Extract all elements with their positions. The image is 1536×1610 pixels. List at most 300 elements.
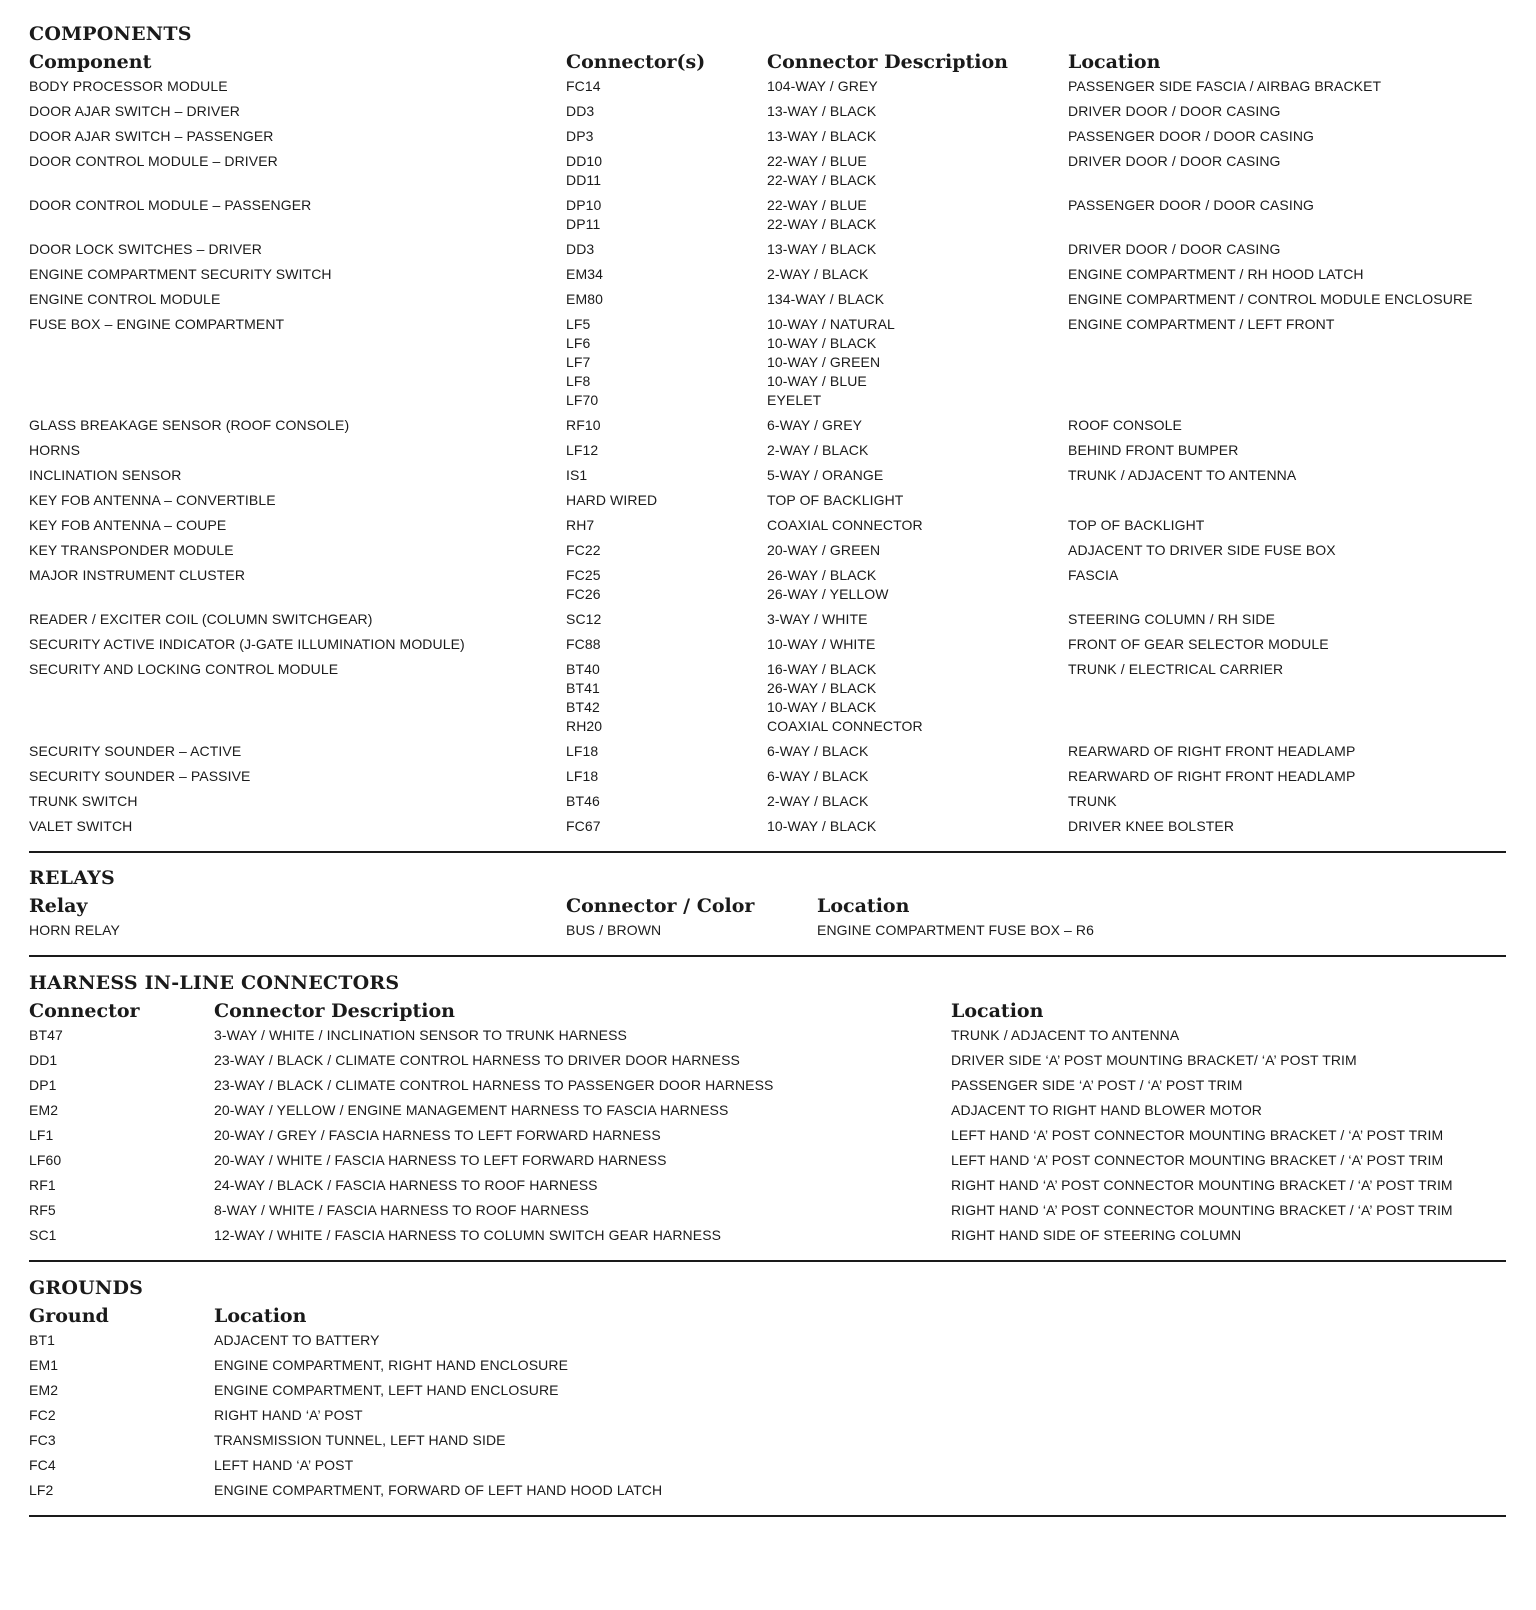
connector-cell-line: FC22 bbox=[566, 542, 601, 558]
connector-color-cell bbox=[566, 921, 817, 946]
component-name-cell-line: GLASS BREAKAGE SENSOR (ROOF CONSOLE) bbox=[29, 417, 350, 433]
component-name-cell-line: FUSE BOX – ENGINE COMPARTMENT bbox=[29, 316, 285, 332]
location-cell bbox=[1068, 196, 1506, 240]
connector-cell-line: LF5 bbox=[566, 316, 591, 332]
location-cell bbox=[1068, 660, 1506, 742]
components-table bbox=[29, 47, 1506, 842]
location-cell bbox=[951, 1126, 1506, 1151]
connector-cell-line: BT41 bbox=[566, 680, 600, 696]
connector-cell-line: DD3 bbox=[566, 103, 595, 119]
ground-cell bbox=[29, 1456, 214, 1481]
connector-description-cell bbox=[214, 1101, 951, 1126]
location-cell bbox=[1068, 516, 1506, 541]
table-row bbox=[29, 1431, 1506, 1456]
connector-cell-line: LF1 bbox=[29, 1127, 54, 1143]
connector-description-cell-line: 23-WAY / BLACK / CLIMATE CONTROL HARNESS TO DRIVER DOOR HARNESS bbox=[214, 1052, 740, 1068]
connector-description-cell bbox=[214, 1151, 951, 1176]
grounds-body bbox=[29, 1331, 1506, 1506]
component-name-cell bbox=[29, 102, 566, 127]
component-name-cell bbox=[29, 441, 566, 466]
component-name-cell-line: TRUNK SWITCH bbox=[29, 793, 138, 809]
connector-cell-line: LF60 bbox=[29, 1152, 62, 1168]
relays-header-row bbox=[29, 891, 1506, 921]
header-connectors: Connector(s) bbox=[566, 51, 706, 73]
connector-description-cell-line: 13-WAY / BLACK bbox=[767, 128, 877, 144]
table-row bbox=[29, 466, 1506, 491]
component-name-cell-line: SECURITY ACTIVE INDICATOR (J-GATE ILLUMINATION MODULE) bbox=[29, 636, 465, 652]
connector-description-cell bbox=[214, 1026, 951, 1051]
connector-description-cell-line: 10-WAY / WHITE bbox=[767, 636, 876, 652]
location-cell-line: RIGHT HAND SIDE OF STEERING COLUMN bbox=[951, 1227, 1242, 1243]
component-name-cell-line: DOOR CONTROL MODULE – PASSENGER bbox=[29, 197, 312, 213]
location-cell-line: ENGINE COMPARTMENT / CONTROL MODULE ENCLOSURE bbox=[1068, 291, 1473, 307]
component-name-cell bbox=[29, 516, 566, 541]
component-name-cell bbox=[29, 265, 566, 290]
connector-description-cell-line: 3-WAY / WHITE bbox=[767, 611, 868, 627]
component-name-cell bbox=[29, 635, 566, 660]
location-cell-line: FRONT OF GEAR SELECTOR MODULE bbox=[1068, 636, 1329, 652]
location-cell-line: REARWARD OF RIGHT FRONT HEADLAMP bbox=[1068, 743, 1356, 759]
table-row bbox=[29, 1176, 1506, 1201]
component-name-cell-line: DOOR AJAR SWITCH – PASSENGER bbox=[29, 128, 274, 144]
relay-name-cell-line: HORN RELAY bbox=[29, 922, 120, 938]
connector-cell-line: SC12 bbox=[566, 611, 602, 627]
ground-cell bbox=[29, 1356, 214, 1381]
connector-cell bbox=[29, 1201, 214, 1226]
component-name-cell bbox=[29, 566, 566, 610]
location-cell-line: LEFT HAND ‘A’ POST CONNECTOR MOUNTING BRACKET / ‘A’ POST TRIM bbox=[951, 1152, 1444, 1168]
connector-cell-line: RH20 bbox=[566, 718, 603, 734]
table-row bbox=[29, 610, 1506, 635]
location-cell bbox=[214, 1331, 1506, 1356]
connector-description-cell bbox=[214, 1126, 951, 1151]
connector-description-cell bbox=[767, 491, 1068, 516]
connector-color-cell-line: BUS / BROWN bbox=[566, 922, 662, 938]
location-cell bbox=[1068, 77, 1506, 102]
location-cell bbox=[951, 1151, 1506, 1176]
location-cell-line: ENGINE COMPARTMENT, RIGHT HAND ENCLOSURE bbox=[214, 1357, 569, 1373]
ground-cell-line: FC4 bbox=[29, 1457, 56, 1473]
component-name-cell bbox=[29, 767, 566, 792]
component-name-cell bbox=[29, 491, 566, 516]
connector-cell bbox=[566, 290, 767, 315]
table-row bbox=[29, 1051, 1506, 1076]
connector-description-cell bbox=[767, 566, 1068, 610]
connector-description-cell-line: COAXIAL CONNECTOR bbox=[767, 517, 923, 533]
header-ground: Ground bbox=[29, 1305, 109, 1327]
connector-description-cell bbox=[214, 1226, 951, 1251]
connector-cell bbox=[566, 491, 767, 516]
connector-cell-line: IS1 bbox=[566, 467, 588, 483]
connector-cell-line: LF18 bbox=[566, 743, 599, 759]
location-cell-line: TRUNK / ELECTRICAL CARRIER bbox=[1068, 661, 1284, 677]
grounds-header-row bbox=[29, 1301, 1506, 1331]
location-cell-line: TRUNK / ADJACENT TO ANTENNA bbox=[951, 1027, 1180, 1043]
table-row bbox=[29, 127, 1506, 152]
location-cell bbox=[1068, 635, 1506, 660]
location-cell-line: DRIVER DOOR / DOOR CASING bbox=[1068, 241, 1281, 257]
connector-cell-line: LF6 bbox=[566, 335, 591, 351]
table-row bbox=[29, 441, 1506, 466]
connector-description-cell-line: 20-WAY / GREEN bbox=[767, 542, 881, 558]
connector-description-cell bbox=[767, 127, 1068, 152]
connector-cell-line: SC1 bbox=[29, 1227, 57, 1243]
connector-cell bbox=[566, 416, 767, 441]
component-name-cell bbox=[29, 416, 566, 441]
table-row bbox=[29, 1126, 1506, 1151]
components-header-row bbox=[29, 47, 1506, 77]
connector-cell-line: RH7 bbox=[566, 517, 595, 533]
connector-description-cell-line: 5-WAY / ORANGE bbox=[767, 467, 884, 483]
location-cell bbox=[1068, 441, 1506, 466]
table-row bbox=[29, 1076, 1506, 1101]
connector-description-cell-line: 6-WAY / BLACK bbox=[767, 743, 869, 759]
component-name-cell bbox=[29, 660, 566, 742]
location-cell bbox=[1068, 742, 1506, 767]
location-cell-line: ENGINE COMPARTMENT / LEFT FRONT bbox=[1068, 316, 1335, 332]
location-cell bbox=[1068, 127, 1506, 152]
harness-section bbox=[29, 971, 1506, 1251]
component-name-cell-line: BODY PROCESSOR MODULE bbox=[29, 78, 228, 94]
location-cell bbox=[1068, 817, 1506, 842]
grounds-table bbox=[29, 1301, 1506, 1506]
connector-description-cell-line: EYELET bbox=[767, 392, 822, 408]
table-row bbox=[29, 102, 1506, 127]
connector-cell bbox=[566, 660, 767, 742]
connector-description-cell bbox=[767, 767, 1068, 792]
location-cell bbox=[214, 1356, 1506, 1381]
component-name-cell bbox=[29, 290, 566, 315]
connector-description-cell bbox=[767, 792, 1068, 817]
connector-description-cell-line: 20-WAY / WHITE / FASCIA HARNESS TO LEFT FORWARD HARNESS bbox=[214, 1152, 667, 1168]
table-row bbox=[29, 1201, 1506, 1226]
connector-description-cell-line: 10-WAY / GREEN bbox=[767, 354, 881, 370]
connector-description-cell bbox=[767, 265, 1068, 290]
component-name-cell-line: KEY FOB ANTENNA – CONVERTIBLE bbox=[29, 492, 276, 508]
connector-description-cell-line: 13-WAY / BLACK bbox=[767, 241, 877, 257]
location-cell bbox=[1068, 240, 1506, 265]
table-row bbox=[29, 1481, 1506, 1506]
connector-cell bbox=[29, 1151, 214, 1176]
connector-cell bbox=[566, 102, 767, 127]
connector-cell-line: FC25 bbox=[566, 567, 601, 583]
location-cell bbox=[1068, 792, 1506, 817]
table-row bbox=[29, 240, 1506, 265]
connector-cell bbox=[29, 1226, 214, 1251]
table-row bbox=[29, 792, 1506, 817]
table-row bbox=[29, 541, 1506, 566]
connector-cell bbox=[566, 441, 767, 466]
ground-cell-line: FC2 bbox=[29, 1407, 56, 1423]
location-cell-line: TRUNK bbox=[1068, 793, 1117, 809]
component-name-cell bbox=[29, 610, 566, 635]
connector-description-cell-line: 10-WAY / BLACK bbox=[767, 335, 877, 351]
location-cell bbox=[1068, 466, 1506, 491]
location-cell bbox=[951, 1226, 1506, 1251]
location-cell-line: PASSENGER SIDE ‘A’ POST / ‘A’ POST TRIM bbox=[951, 1077, 1243, 1093]
location-cell bbox=[214, 1431, 1506, 1456]
connector-description-cell bbox=[214, 1051, 951, 1076]
connector-description-cell bbox=[767, 196, 1068, 240]
connector-description-cell bbox=[767, 742, 1068, 767]
location-cell-line: ADJACENT TO DRIVER SIDE FUSE BOX bbox=[1068, 542, 1336, 558]
connector-cell bbox=[566, 127, 767, 152]
connector-description-cell-line: 2-WAY / BLACK bbox=[767, 793, 869, 809]
table-row bbox=[29, 1101, 1506, 1126]
relays-table bbox=[29, 891, 1506, 946]
location-cell-line: LEFT HAND ‘A’ POST CONNECTOR MOUNTING BRACKET / ‘A’ POST TRIM bbox=[951, 1127, 1444, 1143]
location-cell-line: ENGINE COMPARTMENT, FORWARD OF LEFT HAND HOOD LATCH bbox=[214, 1482, 663, 1498]
component-name-cell-line: DOOR CONTROL MODULE – DRIVER bbox=[29, 153, 278, 169]
connector-description-cell bbox=[767, 541, 1068, 566]
section-divider bbox=[29, 955, 1506, 957]
connector-cell-line: DD1 bbox=[29, 1052, 58, 1068]
ground-cell bbox=[29, 1481, 214, 1506]
ground-cell bbox=[29, 1406, 214, 1431]
location-cell-line: DRIVER SIDE ‘A’ POST MOUNTING BRACKET/ ‘A’ POST TRIM bbox=[951, 1052, 1357, 1068]
components-section bbox=[29, 22, 1506, 842]
harness-table bbox=[29, 996, 1506, 1251]
connector-cell-line: DP1 bbox=[29, 1077, 57, 1093]
connector-cell bbox=[566, 77, 767, 102]
connector-description-cell bbox=[767, 660, 1068, 742]
location-cell bbox=[1068, 290, 1506, 315]
connector-description-cell bbox=[767, 77, 1068, 102]
section-divider bbox=[29, 851, 1506, 853]
connector-cell bbox=[566, 466, 767, 491]
connector-cell-line: LF12 bbox=[566, 442, 599, 458]
components-body bbox=[29, 77, 1506, 842]
table-row bbox=[29, 1456, 1506, 1481]
location-cell bbox=[951, 1051, 1506, 1076]
location-cell bbox=[214, 1481, 1506, 1506]
header-location: Location bbox=[1068, 51, 1161, 73]
location-cell bbox=[1068, 541, 1506, 566]
connector-description-cell-line: 20-WAY / YELLOW / ENGINE MANAGEMENT HARNESS TO FASCIA HARNESS bbox=[214, 1102, 729, 1118]
component-name-cell-line: VALET SWITCH bbox=[29, 818, 133, 834]
table-row bbox=[29, 742, 1506, 767]
table-row bbox=[29, 1151, 1506, 1176]
connector-description-cell-line: 26-WAY / BLACK bbox=[767, 567, 877, 583]
location-cell bbox=[951, 1101, 1506, 1126]
header-relay-location: Location bbox=[817, 895, 910, 917]
location-cell-line: TRANSMISSION TUNNEL, LEFT HAND SIDE bbox=[214, 1432, 506, 1448]
location-cell bbox=[1068, 315, 1506, 416]
component-name-cell bbox=[29, 466, 566, 491]
component-name-cell-line: DOOR AJAR SWITCH – DRIVER bbox=[29, 103, 240, 119]
connector-cell bbox=[566, 767, 767, 792]
table-row bbox=[29, 1331, 1506, 1356]
connector-cell bbox=[29, 1101, 214, 1126]
connector-cell bbox=[566, 792, 767, 817]
connector-description-cell-line: 22-WAY / BLACK bbox=[767, 172, 877, 188]
component-name-cell bbox=[29, 127, 566, 152]
component-name-cell-line: INCLINATION SENSOR bbox=[29, 467, 182, 483]
connector-cell bbox=[29, 1176, 214, 1201]
table-row bbox=[29, 635, 1506, 660]
section-divider bbox=[29, 1515, 1506, 1517]
relays-body bbox=[29, 921, 1506, 946]
component-name-cell-line: SECURITY SOUNDER – PASSIVE bbox=[29, 768, 251, 784]
connector-cell bbox=[566, 315, 767, 416]
table-row bbox=[29, 1026, 1506, 1051]
header-harness-description: Connector Description bbox=[214, 1000, 455, 1022]
connector-cell-line: FC14 bbox=[566, 78, 601, 94]
location-cell bbox=[214, 1381, 1506, 1406]
location-cell-line: PASSENGER DOOR / DOOR CASING bbox=[1068, 128, 1315, 144]
ground-cell-line: BT1 bbox=[29, 1332, 55, 1348]
connector-cell bbox=[566, 196, 767, 240]
connector-cell-line: RF1 bbox=[29, 1177, 56, 1193]
component-name-cell bbox=[29, 742, 566, 767]
connector-description-cell-line: 20-WAY / GREY / FASCIA HARNESS TO LEFT FORWARD HARNESS bbox=[214, 1127, 661, 1143]
connector-description-cell-line: 3-WAY / WHITE / INCLINATION SENSOR TO TRUNK HARNESS bbox=[214, 1027, 627, 1043]
section-divider bbox=[29, 1260, 1506, 1262]
connector-description-cell-line: 23-WAY / BLACK / CLIMATE CONTROL HARNESS TO PASSENGER DOOR HARNESS bbox=[214, 1077, 774, 1093]
component-name-cell-line: ENGINE CONTROL MODULE bbox=[29, 291, 221, 307]
table-row bbox=[29, 921, 1506, 946]
location-cell-line: PASSENGER SIDE FASCIA / AIRBAG BRACKET bbox=[1068, 78, 1382, 94]
connector-cell bbox=[566, 566, 767, 610]
ground-cell-line: EM2 bbox=[29, 1382, 59, 1398]
table-row bbox=[29, 491, 1506, 516]
connector-description-cell bbox=[767, 635, 1068, 660]
connector-description-cell bbox=[767, 817, 1068, 842]
connector-description-cell-line: 2-WAY / BLACK bbox=[767, 266, 869, 282]
table-row bbox=[29, 516, 1506, 541]
ground-cell-line: LF2 bbox=[29, 1482, 54, 1498]
component-name-cell-line: READER / EXCITER COIL (COLUMN SWITCHGEAR) bbox=[29, 611, 373, 627]
table-row bbox=[29, 77, 1506, 102]
connector-description-cell-line: 10-WAY / NATURAL bbox=[767, 316, 895, 332]
location-cell bbox=[1068, 102, 1506, 127]
location-cell-line: PASSENGER DOOR / DOOR CASING bbox=[1068, 197, 1315, 213]
table-row bbox=[29, 1406, 1506, 1431]
connector-description-cell-line: 10-WAY / BLUE bbox=[767, 373, 867, 389]
component-name-cell-line: SECURITY SOUNDER – ACTIVE bbox=[29, 743, 242, 759]
table-row bbox=[29, 817, 1506, 842]
ground-cell bbox=[29, 1331, 214, 1356]
connector-cell bbox=[566, 635, 767, 660]
connector-cell-line: FC88 bbox=[566, 636, 601, 652]
ground-cell-line: EM1 bbox=[29, 1357, 59, 1373]
connector-description-cell-line: 24-WAY / BLACK / FASCIA HARNESS TO ROOF HARNESS bbox=[214, 1177, 598, 1193]
header-connector-color: Connector / Color bbox=[566, 895, 755, 917]
connector-cell-line: EM2 bbox=[29, 1102, 59, 1118]
connector-cell-line: LF8 bbox=[566, 373, 591, 389]
location-cell-line bbox=[1068, 491, 1506, 510]
harness-body bbox=[29, 1026, 1506, 1251]
connector-cell-line: LF7 bbox=[566, 354, 591, 370]
component-name-cell-line: KEY TRANSPONDER MODULE bbox=[29, 542, 234, 558]
connector-description-cell-line: 6-WAY / GREY bbox=[767, 417, 863, 433]
location-cell bbox=[214, 1406, 1506, 1431]
table-row bbox=[29, 290, 1506, 315]
table-row bbox=[29, 315, 1506, 416]
grounds-title: GROUNDS bbox=[29, 1277, 144, 1299]
ground-cell bbox=[29, 1431, 214, 1456]
component-name-cell-line: MAJOR INSTRUMENT CLUSTER bbox=[29, 567, 246, 583]
connector-description-cell bbox=[767, 290, 1068, 315]
document-page bbox=[29, 22, 1506, 1517]
component-name-cell bbox=[29, 541, 566, 566]
connector-cell-line: DP11 bbox=[566, 216, 601, 232]
connector-description-cell bbox=[767, 102, 1068, 127]
connector-cell-line: LF18 bbox=[566, 768, 599, 784]
location-cell-line: LEFT HAND ‘A’ POST bbox=[214, 1457, 354, 1473]
table-row bbox=[29, 1356, 1506, 1381]
location-cell bbox=[1068, 566, 1506, 610]
harness-header-row bbox=[29, 996, 1506, 1026]
connector-description-cell-line: 2-WAY / BLACK bbox=[767, 442, 869, 458]
connector-cell-line: EM34 bbox=[566, 266, 603, 282]
connector-cell-line: BT46 bbox=[566, 793, 600, 809]
ground-cell bbox=[29, 1381, 214, 1406]
header-component: Component bbox=[29, 51, 152, 73]
location-cell-line: TRUNK / ADJACENT TO ANTENNA bbox=[1068, 467, 1297, 483]
connector-description-cell-line: 6-WAY / BLACK bbox=[767, 768, 869, 784]
header-connector: Connector bbox=[29, 1000, 140, 1022]
connector-description-cell bbox=[767, 441, 1068, 466]
location-cell-line: REARWARD OF RIGHT FRONT HEADLAMP bbox=[1068, 768, 1356, 784]
connector-description-cell bbox=[767, 466, 1068, 491]
connector-description-cell bbox=[767, 152, 1068, 196]
header-harness-location: Location bbox=[951, 1000, 1044, 1022]
connector-cell bbox=[566, 265, 767, 290]
table-row bbox=[29, 196, 1506, 240]
connector-description-cell bbox=[214, 1201, 951, 1226]
table-row bbox=[29, 566, 1506, 610]
table-row bbox=[29, 767, 1506, 792]
connector-cell-line: BT42 bbox=[566, 699, 600, 715]
component-name-cell-line: DOOR LOCK SWITCHES – DRIVER bbox=[29, 241, 262, 257]
connector-cell-line: EM80 bbox=[566, 291, 603, 307]
location-cell-line: ROOF CONSOLE bbox=[1068, 417, 1182, 433]
connector-description-cell bbox=[767, 516, 1068, 541]
connector-cell-line: FC67 bbox=[566, 818, 601, 834]
table-row bbox=[29, 1226, 1506, 1251]
connector-description-cell bbox=[767, 315, 1068, 416]
connector-cell-line: BT40 bbox=[566, 661, 600, 677]
connector-description-cell-line: 22-WAY / BLUE bbox=[767, 153, 867, 169]
connector-description-cell-line: 22-WAY / BLACK bbox=[767, 216, 877, 232]
component-name-cell-line: ENGINE COMPARTMENT SECURITY SWITCH bbox=[29, 266, 332, 282]
connector-cell bbox=[566, 742, 767, 767]
connector-description-cell-line: 16-WAY / BLACK bbox=[767, 661, 877, 677]
table-row bbox=[29, 152, 1506, 196]
location-cell-line: RIGHT HAND ‘A’ POST CONNECTOR MOUNTING BRACKET / ‘A’ POST TRIM bbox=[951, 1177, 1453, 1193]
location-cell bbox=[951, 1201, 1506, 1226]
connector-cell bbox=[566, 541, 767, 566]
location-cell bbox=[214, 1456, 1506, 1481]
location-cell bbox=[1068, 152, 1506, 196]
component-name-cell-line: SECURITY AND LOCKING CONTROL MODULE bbox=[29, 661, 339, 677]
connector-cell-line: DD11 bbox=[566, 172, 602, 188]
location-cell bbox=[1068, 767, 1506, 792]
location-cell-line: DRIVER DOOR / DOOR CASING bbox=[1068, 153, 1281, 169]
connector-description-cell bbox=[214, 1076, 951, 1101]
header-ground-location: Location bbox=[214, 1305, 307, 1327]
location-cell-line: STEERING COLUMN / RH SIDE bbox=[1068, 611, 1276, 627]
location-cell-line: DRIVER DOOR / DOOR CASING bbox=[1068, 103, 1281, 119]
components-title: COMPONENTS bbox=[29, 23, 192, 45]
component-name-cell bbox=[29, 152, 566, 196]
header-relay: Relay bbox=[29, 895, 88, 917]
location-cell-line: ENGINE COMPARTMENT, LEFT HAND ENCLOSURE bbox=[214, 1382, 559, 1398]
ground-cell-line: FC3 bbox=[29, 1432, 56, 1448]
connector-description-cell-line: 10-WAY / BLACK bbox=[767, 699, 877, 715]
connector-cell bbox=[29, 1126, 214, 1151]
